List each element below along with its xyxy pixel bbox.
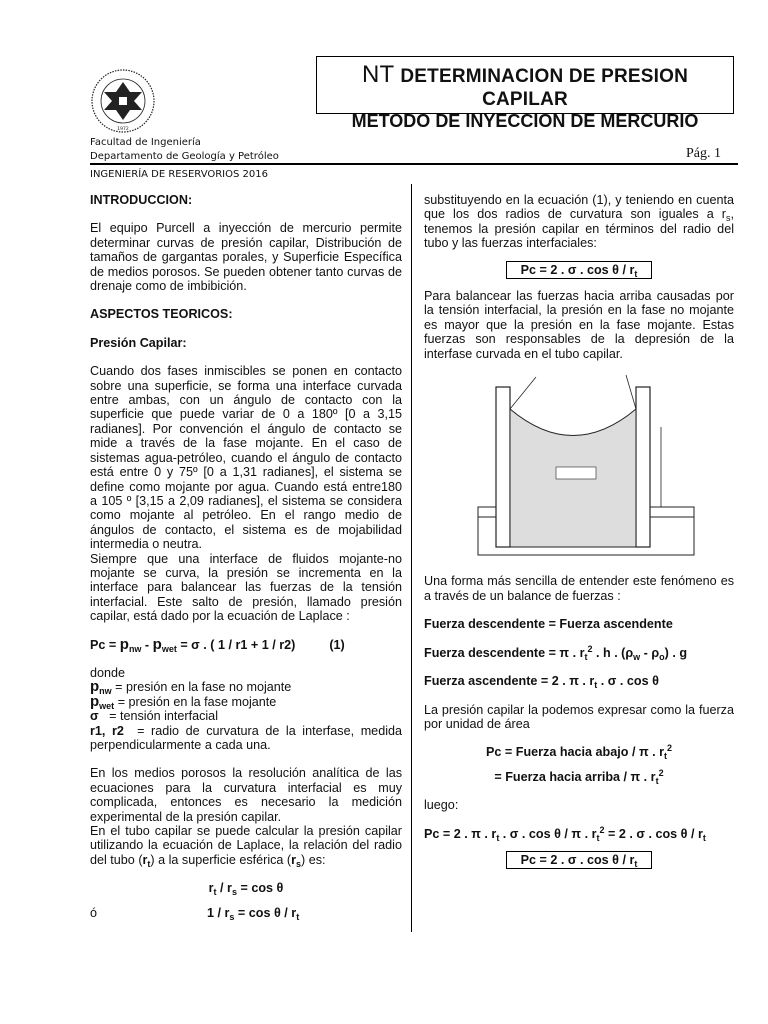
eq-force-down-area: Pc = Fuerza hacia abajo / π . $r_t^2$ bbox=[486, 743, 672, 762]
intro-text: El equipo Purcell a inyección de mercurio permite determinar curvas de presión capilar, Distribución de tamaños de gargantas porales, y Superficie Específica de medios porosos. Se pueden obtener tanto curvas de drenaje como de imbibición. bbox=[90, 221, 402, 294]
para-porous: En los medios porosos la resolución analítica de las ecuaciones para la curvatura interfacial es muy complicada, entonces es necesario la medición experimental de la presión capilar. bbox=[90, 766, 402, 824]
faculty-name: Facultad de Ingeniería bbox=[90, 137, 201, 148]
header-divider bbox=[90, 163, 738, 165]
def-sigma: σ = tensión interfacial bbox=[90, 709, 218, 724]
para-contact-angle: Cuando dos fases inmiscibles se ponen en contacto sobre una superficie, se forma una interface curvada entre ambas, con un ángulo de contacto con la superficie que puede variar de 0 a 180º [0 a 3,15 radianes]. Por convención el ángulo de contacto se mide a través de la fase mojante. En el caso de sistemas agua-petróleo, cuando el ángulo de contacto está entre 0 y 75º [0 a 1,31 radianes], el sistema se define como mojante por agua. Cuando está entre180 a 105 º [3,15 a 2,09 radianes], el sistema se considera como mojante al petróleo. En el rango medio de ángulos de contacto, el sistema es de mojabilidad intermedia o neutra. bbox=[90, 364, 402, 552]
left-column bbox=[90, 193, 402, 920]
title-line1: NT DETERMINACION DE PRESION CAPILAR bbox=[361, 61, 689, 110]
para-tube: En el tubo capilar se puede calcular la presión capilar utilizando la ecuación de Laplace, la relación del radio del tubo $(r_t)$ a la superficie esférica $(r_s)$ es: bbox=[90, 824, 402, 869]
boxed-equation: Pc = 2 . σ . cos θ / $r_t$ bbox=[424, 261, 734, 279]
aspects-heading: ASPECTOS TEORICOS: bbox=[90, 307, 233, 322]
column-divider bbox=[411, 184, 412, 932]
eq-rs-cos: ó $1 / r_s = \cos \theta / r_t$ bbox=[90, 905, 300, 922]
eq-rt-rs: $r_t / r_s = \cos \theta$ bbox=[208, 881, 284, 898]
title-line2: METODO DE INYECCION DE MERCURIO bbox=[351, 111, 699, 131]
logo-year: 1972 bbox=[117, 127, 129, 132]
laplace-equation: $Pc = p_{nw} - p_{wet} = \sigma$ . ( 1 / r1 + 1 / r2) (1) bbox=[90, 635, 345, 654]
def-pwet: $p_{wet}$ = presión en la fase mojante bbox=[90, 692, 277, 711]
page-number: Pág. 1 bbox=[686, 146, 721, 161]
def-r: r1, r2 = radio de curvatura de la interfase, medida perpendicularmente a cada una. bbox=[90, 723, 403, 752]
para-forces: Una forma más sencilla de entender este fenómeno es a través de un balance de fuerzas : bbox=[424, 574, 734, 603]
final-boxed-equation: Pc = 2 . σ . cos θ / $r_t$ bbox=[424, 851, 734, 869]
title-box bbox=[316, 56, 734, 131]
force-balance: Fuerza descendente = Fuerza ascendente bbox=[424, 617, 673, 632]
right-column bbox=[424, 193, 734, 869]
department-name: Departamento de Geología y Petróleo bbox=[90, 151, 279, 162]
faculty-block bbox=[90, 136, 279, 182]
luego-label: luego: bbox=[424, 798, 459, 813]
force-up: Fuerza ascendente = 2 . π . $r_t$ . σ . cos θ bbox=[424, 674, 659, 691]
eq-force-up-area: = Fuerza hacia arriba / π . $r_t^2$ bbox=[494, 767, 664, 786]
capillary-tube-diagram bbox=[476, 367, 696, 557]
intro-heading: INTRODUCCION: bbox=[90, 193, 193, 207]
eq-final: Pc = 2 . π . $r_t$ . σ . cos θ / π . $r_t^2 = 2$ . σ . cos θ / $r_t$ bbox=[424, 824, 706, 843]
nt-label: NT bbox=[361, 61, 395, 88]
donde-label: donde bbox=[90, 665, 126, 680]
pc-heading: Presión Capilar: bbox=[90, 335, 187, 350]
para-substitute: substituyendo en la ecuación (1), y teniendo en cuenta que los dos radios de curvatura son iguales a $r_s$, tenemos la presión capilar en términos del radio del tubo y las fuerzas interfaciales: bbox=[424, 193, 734, 251]
def-pnw: $p_{nw}$ = presión en la fase no mojante bbox=[90, 678, 292, 697]
para-pressure-area: La presión capilar la podemos expresar como la fuerza por unidad de área bbox=[424, 702, 734, 731]
university-seal-logo bbox=[90, 68, 156, 134]
course-name: INGENIERÍA DE RESERVORIOS 2016 bbox=[90, 169, 268, 180]
force-down: Fuerza descendente = π . $r_t^2$ . h . $(\rho_w - \rho_o)$ . g bbox=[424, 643, 688, 662]
para-laplace: Siempre que una interface de fluidos mojante-no mojante se curva, la presión se incrementa en la interface para balancear las fuerzas de la tensión interfacial. Este salto de presión, llamado presión capilar, está dado por la ecuación de Laplace : bbox=[90, 551, 402, 624]
para-balance: Para balancear las fuerzas hacia arriba causadas por la tensión interfacial, la presión en la fase no mojante es mayor que la presión en la fase mojante. Estas fuerzas son responsables de la depresión de la interfase curvada en el tubo capilar. bbox=[424, 289, 734, 361]
